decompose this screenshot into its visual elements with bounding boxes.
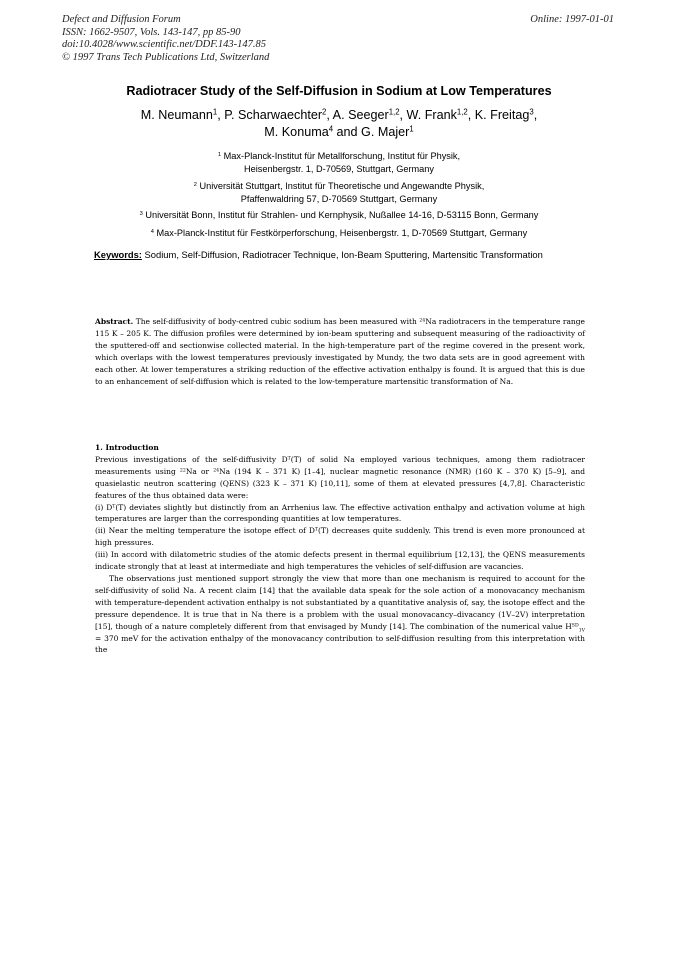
author-list [62, 107, 616, 141]
introduction-section [95, 442, 585, 656]
affiliation-1: $^1$ Max-Planck-Institut für Metallforschung, Institut für Physik, Heisenbergstr. 1, D-70569, Stuttgart, Germany [217, 151, 461, 174]
list-item: (i) $D^T(T)$ deviates slightly but distinctly from an Arrhenius law. The effective activation enthalpy and activation volume at high temperatures are larger than the corresponding quantities at low temperatures. [95, 502, 585, 524]
affiliation-number: 3 [139, 210, 143, 217]
journal-name: Defect and Diffusion Forum [62, 14, 181, 25]
author-name: M. Neumann [140, 108, 213, 122]
doi-line[interactable]: doi:10.4028/www.scientific.net/DDF.143-147.85 [62, 39, 267, 50]
online-date: Online: 1997-01-01 [530, 14, 614, 25]
list-item: (iii) In accord with dilatometric studies of the atomic defects present in thermal equilibrium [12,13], the QENS measurements indicate strongly that at least at intermediate and high temperatures the vehicles of self-diffusion are vacancies. [95, 550, 585, 572]
keywords-label: Keywords: [94, 249, 142, 260]
affiliation-marker: 3 [529, 107, 534, 117]
paper-title: Radiotracer Study of the Self-Diffusion in Sodium at Low Temperatures [126, 84, 552, 98]
abstract-label: Abstract. [95, 317, 134, 326]
affiliation-marker: 1 [409, 124, 414, 134]
affiliation-4: $^4$ Max-Planck-Institut für Festkörperforschung, Heisenbergstr. 1, D-70569 Stuttgart, Germany [150, 228, 528, 238]
journal-header [62, 14, 269, 64]
affiliation-marker: 1,2 [456, 107, 468, 117]
affiliation-marker: 1,2 [388, 107, 400, 117]
affiliation-number: 2 [193, 181, 197, 188]
affiliation-3: $^3$ Universität Bonn, Institut für Strahlen- und Kernphysik, Nußallee 14-16, D-53115 Bonn, Germany [139, 210, 539, 220]
paragraph: Previous investigations of the self-diffusivity $D^T(T)$ of solid Na employed various techniques, among them radiotracer measurements using $^{22}$Na or $^{24}$Na (194 K – 371 K) [1–4], nuclear magnetic resonance (NMR) (160 K – 370 K) [5–9], and quasielastic neutron scattering (QENS) (323 K – 371 K) [10,11], some of them at elevated pressures [4,7,8]. Characteristic features of the thus obtained data were: [95, 454, 586, 500]
section-heading: 1. Introduction [95, 443, 159, 452]
paragraph: The observations just mentioned support strongly the view that more than one mechanism is required to account for the self-diffusivity of solid Na. A recent claim [14] that the available data speak for the sole action of a monovacancy mechanism with temperature-dependent activation enthalpy is not substantiated by a quantitative analysis of, say, the isotope effect and the pressure dependence. It is true that in Na there is a problem with the usual monovacancy–divacancy (1V–2V) interpretation [15], though of a nature completely different from that envisaged by Mundy [14]. The combination of the numerical value $H^{SD}_{1V} = 370$ meV for the activation enthalpy of the monovacancy contribution to self-diffusion resulting from this interpretation with the [95, 573, 585, 655]
keywords [94, 249, 584, 261]
author-separator: , [533, 108, 538, 122]
author-name: and G. Majer [333, 125, 410, 139]
author-name: , W. Frank [399, 108, 457, 122]
keywords-text: Sodium, Self-Diffusion, Radiotracer Technique, Ion-Beam Sputtering, Martensitic Transformation [144, 249, 543, 260]
affiliation-2: $^2$ Universität Stuttgart, Institut für Theoretische und Angewandte Physik, Pfaffenwaldring 57, D-70569 Stuttgart, Germany [193, 181, 485, 204]
author-name: , K. Freitag [467, 108, 530, 122]
affiliation-number: 1 [217, 151, 222, 158]
author-name: , P. Scharwaechter [217, 108, 323, 122]
list-item: (ii) Near the melting temperature the isotope effect of $D^T(T)$ decreases quite suddenly. This trend is even more pronounced at high pressures. [95, 526, 585, 548]
abstract: Abstract. The self-diffusivity of body-centred cubic sodium has been measured with $^{24}$Na radiotracers in the temperature range 115 K – 205 K. The diffusion profiles were determined by ion-beam sputtering and subsequent measuring of the radioactivity of the sputtered-off and sectionwise collected material. In the high-temperature part of the regime covered in the present work, which overlaps with the lowest temperatures previously investigated by Mundy, the two data sets are in good agreement with each other. At lower temperatures a striking reduction of the effective activation enthalpy is found. It is argued that this is due to an enhancement of self-diffusion which is related to the low-temperature martensitic transformation of Na. [95, 317, 585, 386]
affiliation-number: 4 [150, 228, 154, 235]
affiliation-marker: 4 [328, 124, 334, 134]
affiliation-marker: 1 [212, 107, 218, 117]
issn-line: ISSN: 1662-9507, Vols. 143-147, pp 85-90 [62, 26, 241, 38]
affiliation-marker: 2 [322, 107, 327, 117]
author-name: , A. Seeger [326, 108, 389, 122]
copyright-line: © 1997 Trans Tech Publications Ltd, Switzerland [62, 51, 270, 63]
author-name: M. Konuma [264, 125, 329, 139]
